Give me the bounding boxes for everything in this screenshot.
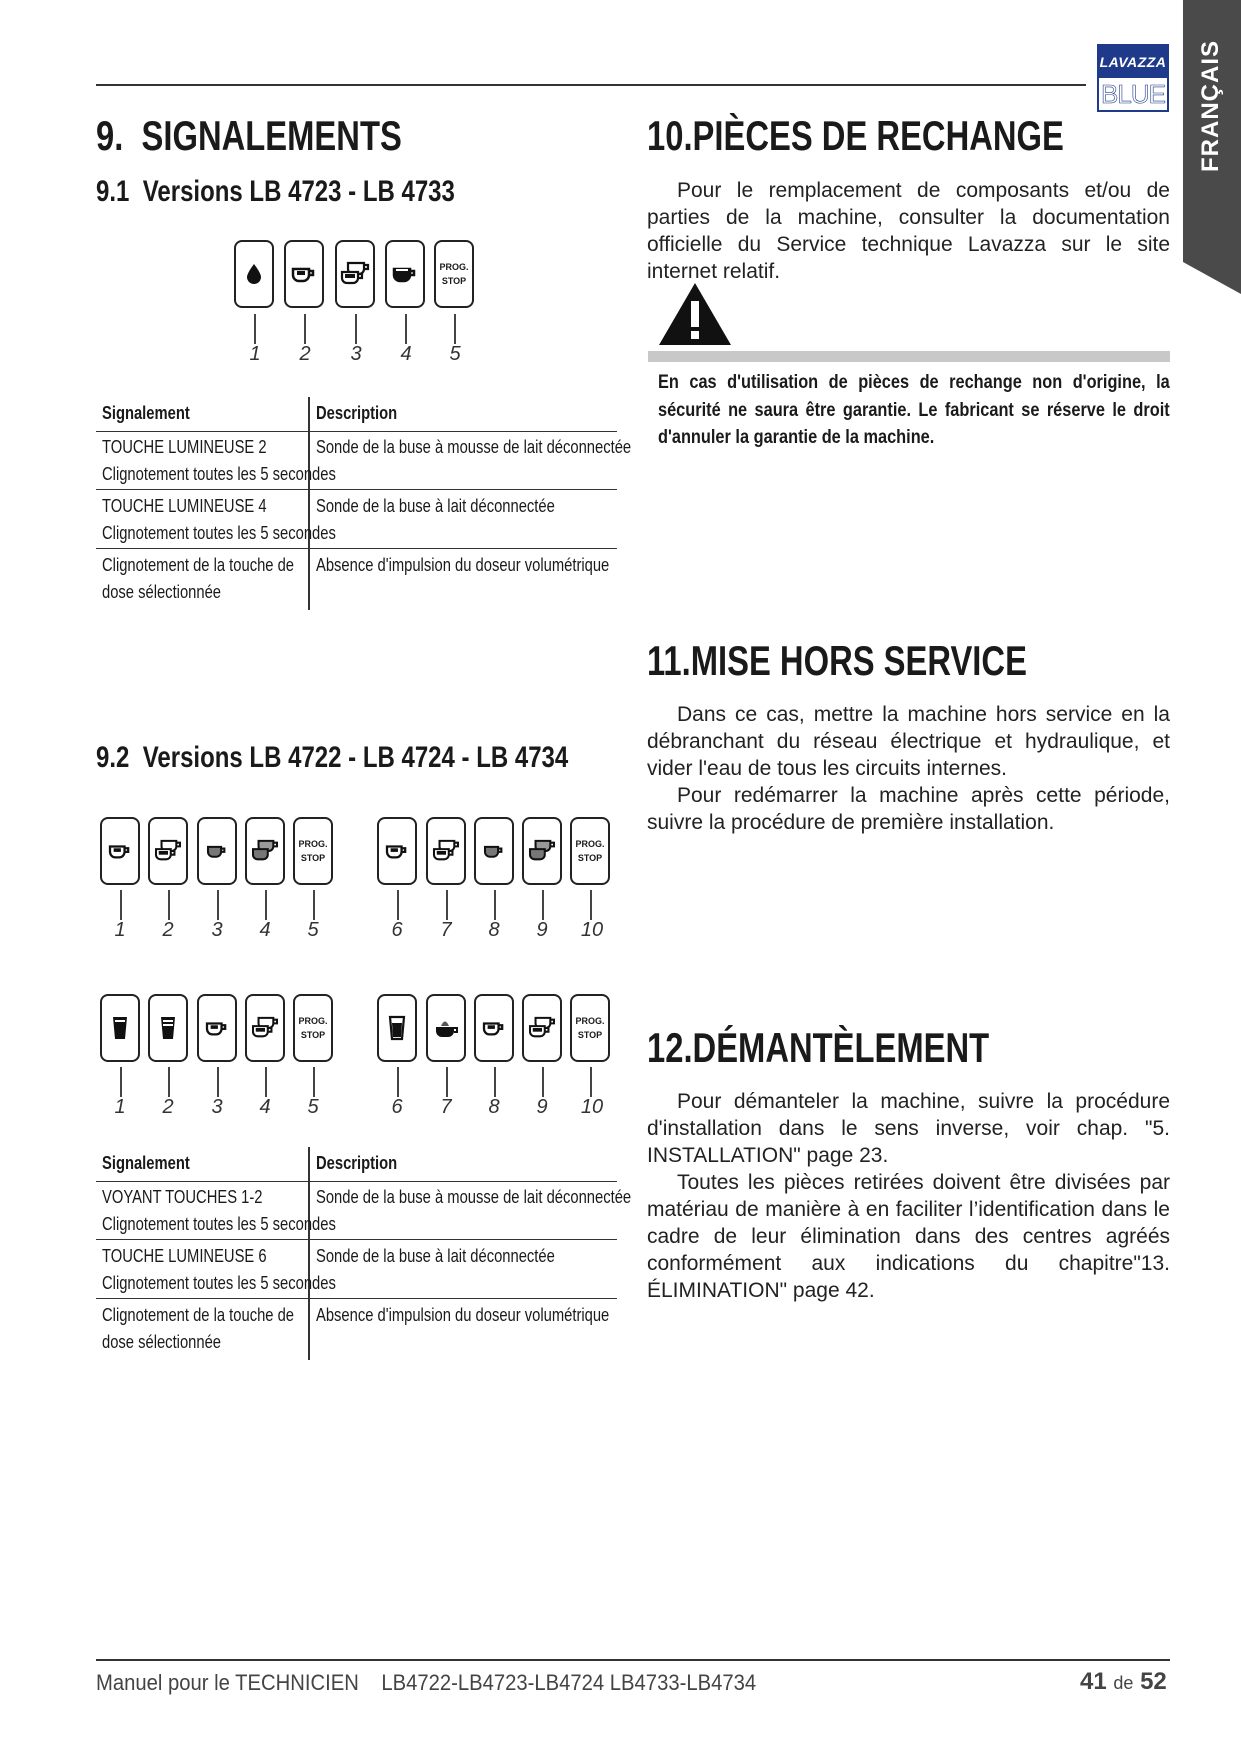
key-number: 3 xyxy=(211,1096,223,1118)
key-number: 4 xyxy=(259,919,271,941)
key-2 xyxy=(148,994,188,1062)
key-prog-stop: PROG. STOP xyxy=(293,817,333,885)
key-number: 10 xyxy=(580,1096,604,1118)
table-row: TOUCHE LUMINEUSE 2 Clignotement toutes les 5 secondes Sonde de la buse à mousse de lait déconnectée xyxy=(96,432,617,490)
cup-small-icon xyxy=(107,841,133,861)
key-8 xyxy=(474,994,514,1062)
table-row: Clignotement de la touche de dose sélectionnée Absence d'impulsion du doseur volumétrique xyxy=(102,1305,610,1352)
key-9 xyxy=(522,994,562,1062)
key-number: 6 xyxy=(391,919,403,941)
key-8 xyxy=(474,817,514,885)
cup-small-icon xyxy=(204,1018,230,1038)
key-number: 7 xyxy=(440,1096,452,1118)
table-row: TOUCHE LUMINEUSE 4 Clignotement toutes les 5 secondes Sonde de la buse à lait déconnectée xyxy=(96,491,617,549)
table-row: TOUCHE LUMINEUSE 6 Clignotement toutes les 5 secondes Sonde de la buse à lait déconnectée xyxy=(96,1241,617,1299)
section-10-heading: 10.PIÈCES DE RECHANGE xyxy=(647,112,1064,159)
glass-tall-icon xyxy=(110,1014,130,1042)
table-row: VOYANT TOUCHES 1-2 Clignotement toutes les 5 secondes Sonde de la buse à mousse de lait déconnectée xyxy=(96,1182,617,1240)
table-header: Description xyxy=(316,1153,398,1173)
key-3 xyxy=(197,994,237,1062)
table-row: Clignotement de la touche de dose sélectionnée Absence d'impulsion du doseur volumétrique xyxy=(102,555,610,602)
footer-title: Manuel pour le TECHNICIEN LB4722-LB4723-LB4724 LB4733-LB4734 xyxy=(96,1670,757,1695)
key-4 xyxy=(245,817,285,885)
header-rule xyxy=(96,84,1086,86)
key-2 xyxy=(284,240,324,308)
cup-small-icon xyxy=(290,263,318,285)
section-10-text: Pour le remplacement de composants et/ou de parties de la machine, consulter la documentation officielle du Service technique Lavazza sur le site internet relatif. xyxy=(647,179,1170,283)
key-prog-stop: PROG. STOP xyxy=(434,240,474,308)
section-9-heading: 9. SIGNALEMENTS xyxy=(96,112,402,159)
section-11-text: Dans ce cas, mettre la machine hors service en la débranchant du réseau électrique et hydraulique, et vider l'eau de tous les circuits internes. Pour redémarrer la machine après cette période, suivre la procédure de première installation. xyxy=(647,703,1170,834)
cup-milk-icon xyxy=(482,842,506,860)
double-cup-milk-icon xyxy=(528,839,556,863)
key-4 xyxy=(385,240,425,308)
section-12-heading: 12.DÉMANTÈLEMENT xyxy=(647,1024,990,1071)
key-1 xyxy=(100,994,140,1062)
glass-icon xyxy=(387,1014,407,1042)
language-tab-label: FRANÇAIS xyxy=(1197,40,1224,172)
key-number: 3 xyxy=(211,919,223,941)
lavazza-blue-logo: LAVAZZA BLUE xyxy=(1097,44,1169,112)
double-cup-icon xyxy=(528,1016,556,1040)
key-7 xyxy=(426,994,466,1062)
key-1 xyxy=(100,817,140,885)
key-number: 5 xyxy=(449,343,461,365)
water-drop-icon xyxy=(245,263,263,285)
key-prog-stop: PROG. STOP xyxy=(570,817,610,885)
warning-text: En cas d'utilisation de pièces de rechange non d'origine, la sécurité ne saura être garantie. Le fabricant se réserve le droit d'annuler la garantie de la machine. xyxy=(658,372,1170,448)
key-number: 1 xyxy=(114,1096,126,1118)
key-6 xyxy=(377,994,417,1062)
table-header: Description xyxy=(316,403,398,423)
double-cup-icon xyxy=(340,261,370,287)
key-number: 8 xyxy=(488,919,500,941)
key-number: 1 xyxy=(114,919,126,941)
warning-icon xyxy=(657,281,733,347)
double-cup-icon xyxy=(432,839,460,863)
key-7 xyxy=(426,817,466,885)
cup-milk-icon xyxy=(205,842,229,860)
key-3 xyxy=(335,240,375,308)
key-number: 9 xyxy=(536,1096,548,1118)
section-9-1-heading: 9.1 Versions LB 4723 - LB 4733 xyxy=(96,175,455,208)
key-4 xyxy=(245,994,285,1062)
warning-bar xyxy=(648,351,1170,362)
double-cup-milk-icon xyxy=(251,839,279,863)
footer-rule xyxy=(96,1659,1170,1661)
double-cup-icon xyxy=(154,839,182,863)
key-9 xyxy=(522,817,562,885)
table-header: Signalement xyxy=(102,1153,190,1173)
key-prog-stop: PROG. STOP xyxy=(293,994,333,1062)
signal-table-1 xyxy=(96,397,632,610)
page-number: 41 de 52 xyxy=(1080,1668,1167,1695)
key-3 xyxy=(197,817,237,885)
key-6 xyxy=(377,817,417,885)
table-header: Signalement xyxy=(102,403,190,423)
key-number: 2 xyxy=(162,1096,174,1118)
key-number: 2 xyxy=(299,343,311,365)
section-11-heading: 11.MISE HORS SERVICE xyxy=(647,637,1027,684)
glass-tall-icon xyxy=(158,1014,178,1042)
section-12-text: Pour démanteler la machine, suivre la procédure d'installation dans le sens inverse, voir chap. "5. INSTALLATION" page 23. Toutes les pièces retirées doivent être divisées par matériau de manière à en faciliter l’identification dans le cadre de leur élimination dans des centres agréés conformément aux indications du chapitre"13. ÉLIMINATION" page 42. xyxy=(647,1090,1170,1302)
key-prog-stop: PROG. STOP xyxy=(570,994,610,1062)
key-number: 2 xyxy=(162,919,174,941)
key-1 xyxy=(234,240,274,308)
key-number: 9 xyxy=(536,919,548,941)
cappuccino-icon xyxy=(433,1015,459,1041)
key-number: 8 xyxy=(488,1096,500,1118)
cup-small-icon xyxy=(384,841,410,861)
key-2 xyxy=(148,817,188,885)
signal-table-2 xyxy=(96,1147,632,1360)
double-cup-icon xyxy=(251,1016,279,1040)
cup-small-icon xyxy=(481,1018,507,1038)
section-9-2-heading: 9.2 Versions LB 4722 - LB 4724 - LB 4734 xyxy=(96,741,569,774)
key-number: 5 xyxy=(307,1096,319,1118)
key-number: 1 xyxy=(249,343,261,365)
key-number: 7 xyxy=(440,919,452,941)
key-number: 4 xyxy=(400,343,412,365)
key-number: 5 xyxy=(307,919,319,941)
key-number: 6 xyxy=(391,1096,403,1118)
cup-full-icon xyxy=(391,263,419,285)
key-number: 10 xyxy=(580,919,604,941)
key-number: 3 xyxy=(350,343,362,365)
key-number: 4 xyxy=(259,1096,271,1118)
